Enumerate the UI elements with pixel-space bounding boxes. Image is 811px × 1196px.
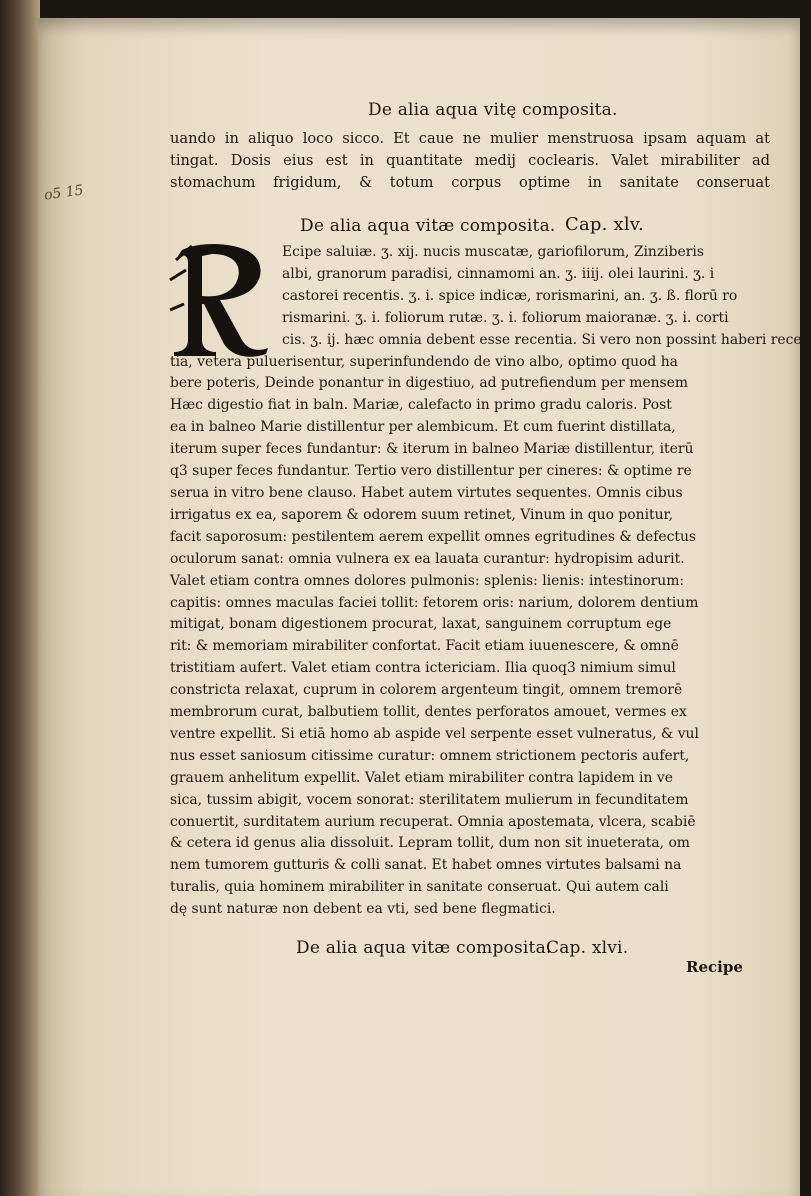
text-line: nus esset saniosum citissime curatur: omnem strictionem pectoris aufert, (170, 747, 690, 764)
text-line: stomachum frigidum, & totum corpus optime in sanitate conseruat (170, 174, 770, 192)
section2-chapter: Cap. xlvi. (546, 938, 629, 958)
text-line: albi, granorum paradisi, cinnamomi an. ʒ. iiij. olei laurini. ʒ. i (282, 265, 715, 282)
text-line: facit saporosum: pestilentem aerem expellit omnes egritudines & defectus (170, 528, 697, 545)
book-spine (0, 0, 40, 1196)
text-line: Valet etiam contra omnes dolores pulmonis: splenis: lienis: intestinorum: (170, 572, 685, 589)
text-line: grauem anhelitum expellit. Valet etiam mirabiliter contra lapidem in ve (170, 769, 673, 786)
text-line: capitis: omnes maculas faciei tollit: fetorem oris: narium, dolorem dentium (170, 594, 699, 611)
text-line: bere poteris, Deinde ponantur in digestiuo, ad putrefiendum per mensem (170, 375, 689, 392)
text-line: rismarini. ʒ. i. foliorum rutæ. ʒ. i. foliorum maioranæ. ʒ. i. corti (282, 309, 729, 326)
text-line: turalis, quia hominem mirabiliter in sanitate conseruat. Qui autem cali (170, 879, 669, 896)
text-line: nem tumorem gutturis & colli sanat. Et habet omnes virtutes balsami na (170, 857, 682, 874)
text-line: Hæc digestio fiat in baln. Mariæ, calefacto in primo gradu caloris. Post (170, 397, 672, 414)
text-line: dę sunt naturæ non debent ea vti, sed bene flegmatici. (170, 901, 556, 918)
text-line: membrorum curat, balbutiem tollit, dentes perforatos amouet, vermes ex (170, 704, 687, 721)
text-line: q3 super feces fundantur. Tertio vero distillentur per cineres: & optime re (170, 463, 692, 480)
section1-chapter: Cap. xlv. (565, 214, 644, 235)
text-line: uando in aliquo loco sicco. Et caue ne mulier menstruosa ipsam aquam at (170, 130, 770, 147)
section2-heading: De alia aqua vitæ composita. (296, 938, 552, 958)
text-line: irrigatus ex ea, saporem & odorem suum retinet, Vinum in quo ponitur, (170, 506, 674, 523)
text-line: conuertit, surditatem aurium recuperat. Omnia apostemata, vlcera, scabiē (170, 813, 696, 830)
top-heading: De alia aqua vitę composita. (368, 100, 618, 120)
text-line: constricta relaxat, cuprum in colorem argenteum tingit, omnem tremorē (170, 682, 683, 699)
text-line: sica, tussim abigit, vocem sonorat: sterilitatem mulierum in fecunditatem (170, 791, 689, 808)
text-line: tia, vetera puluerisentur, superinfundendo de vino albo, optimo quod ha (170, 353, 678, 370)
text-line: iterum super feces fundantur: & iterum in balneo Mariæ distillentur, iterū (170, 441, 694, 458)
text-line: mitigat, bonam digestionem procurat, laxat, sanguinem corruptum ege (170, 616, 672, 633)
margin-annotation: o5 15 (43, 182, 85, 204)
section1-heading: De alia aqua vitæ composita. (300, 216, 556, 236)
text-line: tristitiam aufert. Valet etiam contra ictericiam. Ilia quoq3 nimium simul (170, 660, 676, 677)
text-line: ea in balneo Marie distillentur per alembicum. Et cum fuerint distillata, (170, 419, 676, 436)
text-line: & cetera id genus alia dissoluit. Lepram tollit, dum non sit inueterata, om (170, 835, 690, 852)
catchword: Recipe (686, 958, 743, 976)
text-line: serua in vitro bene clauso. Habet autem virtutes sequentes. Omnis cibus (170, 484, 683, 501)
intro-paragraph (170, 128, 770, 195)
text-line: Ecipe saluiæ. ʒ. xij. nucis muscatæ, gariofilorum, Zinziberis (282, 244, 704, 260)
text-line: oculorum sanat: omnia vulnera ex ea lauata curantur: hydropisim adurit. (170, 550, 685, 567)
text-line: ventre expellit. Si etiā homo ab aspide vel serpente esset vulneratus, & vul (170, 725, 699, 742)
text-line: rit: & memoriam mirabiliter confortat. Facit etiam iuuenescere, & omnē (170, 638, 679, 655)
text-line: cis. ʒ. ij. hæc omnia debent esse recentia. Si vero non possint haberi recen (282, 331, 811, 348)
text-line: castorei recentis. ʒ. i. spice indicæ, rorismarini, an. ʒ. ß. florū ro (282, 287, 738, 304)
text-line: tingat. Dosis eius est in quantitate medij coclearis. Valet mirabiliter ad (170, 152, 770, 170)
section1-body (170, 242, 811, 921)
